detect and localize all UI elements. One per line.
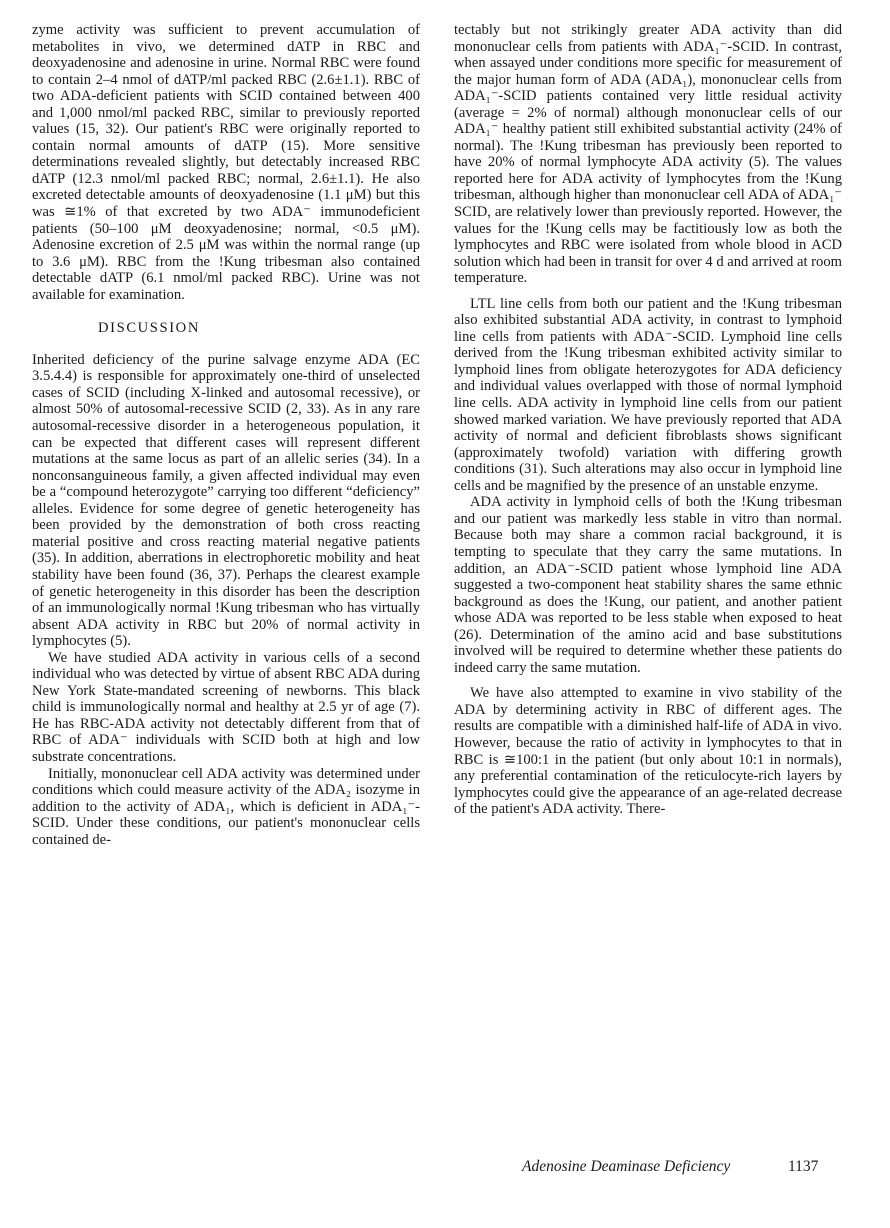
paragraph-second-individual: We have studied ADA activity in various cells of a second individual who was detected by virtue of absent RBC ADA during New York State-mandated screening of newborns. This black child is immunologically normal and healthy at 2.5 yr of age (7). He has RBC-ADA activity not detectably different from that of RBC of ADA⁻ individuals with SCID both at high and low substrate concentrations. (32, 649, 420, 765)
right-column (454, 22, 842, 818)
paragraph-continued-results: zyme activity was sufficient to prevent accumulation of metabolites in vivo, we determined dATP in RBC and deoxyadenosine and adenosine in urine. Normal RBC were found to contain 2–4 nmol of dATP/ml packed RBC (2.6±1.1). RBC of two ADA-deficient patients with SCID contained between 400 and 1,000 nmol/ml packed RBC, similar to previously reported values (15, 32). Our patient's RBC were originally reported to contain normal amounts of dATP (15). More sensitive determinations revealed slightly, but detectably increased RBC dATP (12.3 nmol/ml packed RBC; normal, 2.6±1.1). He also excreted detectable amounts of deoxyadenosine (1.1 μM) but this was ≅1% of that excreted by two ADA⁻ immunodeficient patients (50–100 μM deoxyadenosine; normal, <0.5 μM). Adenosine excretion of 2.5 μM was within the normal range (up to 3.6 μM). RBC from the !Kung tribesman also contained detectable dATP (6.1 nmol/ml packed RBC). Urine was not available for examination. (32, 22, 420, 303)
left-column (32, 22, 420, 848)
running-title: Adenosine Deaminase Deficiency (522, 1158, 731, 1175)
page-footer (32, 1158, 832, 1178)
paragraph-discussion-intro: Inherited deficiency of the purine salvage enzyme ADA (EC 3.5.4.4) is responsible for approximately one-third of unselected cases of SCID (including X-linked and autosomal recessive), or almost 50% of autosomal-recessive SCID (2, 33). As in any rare autosomal-recessive disorder in a heterogeneous population, it can be expected that different cases will represent different mutations at the same locus as part of an allelic series (34). In a nonconsanguineous family, a given affected individual may even be a “compound heterozygote” carrying too different “deficiency” alleles. Evidence for some degree of genetic heterogeneity has been provided by the demonstration of both cross reacting material positive and cross reacting material negative patients (35). In addition, aberrations in electrophoretic mobility and heat stability have been found (36, 37). Perhaps the clearest example of genetic heterogeneity in this disorder has been the description of an immunologically normal !Kung tribesman who has virtually absent ADA activity in RBC but 20% of normal activity in lymphocytes (5). (32, 351, 420, 650)
discussion-heading: DISCUSSION (98, 320, 200, 337)
journal-page (32, 22, 842, 1175)
paragraph-mononuclear-continued: tectably but not strikingly greater ADA activity than did mononuclear cells from patients with ADA₁⁻-SCID. In contrast, when assayed under conditions more specific for measurement of the major human form of ADA (ADA₁), mononuclear cells from ADA₁⁻-SCID patients contained very little residual activity (average = 2% of normal) although mononuclear cells of our ADA₁⁻ healthy patient still exhibited substantial activity (24% of normal). The !Kung tribesman has previously been reported to have 20% of normal lymphocyte ADA activity (5). The values reported here for ADA activity of lymphocytes from the !Kung tribesman, although higher than mononuclear cell ADA of ADA₁⁻ SCID, are relatively lower than previously reported. However, the values for the !Kung cells may be factitiously low as both the lymphocytes and RBC were isolated from whole blood in ACD solution which had been in transit for over 4 d and arrived at room temperature. (454, 22, 842, 287)
paragraph-mononuclear-activity: Initially, mononuclear cell ADA activity was determined under conditions which could measure activity of the ADA₂ isozyme in addition to the activity of ADA₁, which is deficient in ADA₁⁻-SCID. Under these conditions, our patient's mononuclear cells contained de- (32, 765, 420, 848)
page-number: 1137 (788, 1158, 819, 1175)
paragraph-ltl-line-cells: LTL line cells from both our patient and the !Kung tribesman also exhibited substantial ADA activity, in contrast to lymphoid line cells from patients with ADA⁻-SCID. Lymphoid line cells derived from the !Kung tribesman exhibited activity similar to lymphoid lines from obligate heterozygotes for ADA deficiency and individual values overlapped with those of normal lymphoid line cells. ADA activity in lymphoid line cells from our patient showed marked variation. We have previously reported that ADA activity of normal and deficient fibroblasts shows significant (approximately twofold) variation with differing growth conditions (31). Such alterations may also occur in lymphoid line cells and be magnified by the presence of an unstable enzyme. (454, 295, 842, 494)
paragraph-stability: ADA activity in lymphoid cells of both the !Kung tribesman and our patient was markedly less stable in vitro than normal. Because both may share a common racial background, it is tempting to speculate that they carry the same mutations. In addition, an ADA⁻-SCID patient whose lymphoid line ADA suggested a two-component heat stability shares the same ethnic background as does the !Kung, our patient, and another patient whose ADA was reported to be less stable when exposed to heat (26). Determination of the amino acid and base substitutions involved will be required to determine whether these patients do indeed carry the same mutation. (454, 494, 842, 676)
paragraph-in-vivo-stability: We have also attempted to examine in vivo stability of the ADA by determining activity in RBC of different ages. The results are compatible with a diminished half-life of ADA in vivo. However, because the ratio of activity in lymphocytes to that in RBC is ≅100:1 in the patient (but only about 10:1 in normals), any preferential contamination of the reticulocyte-rich layers by lymphocytes could give the appearance of an age-related decrease of the patient's ADA activity. There- (454, 685, 842, 818)
